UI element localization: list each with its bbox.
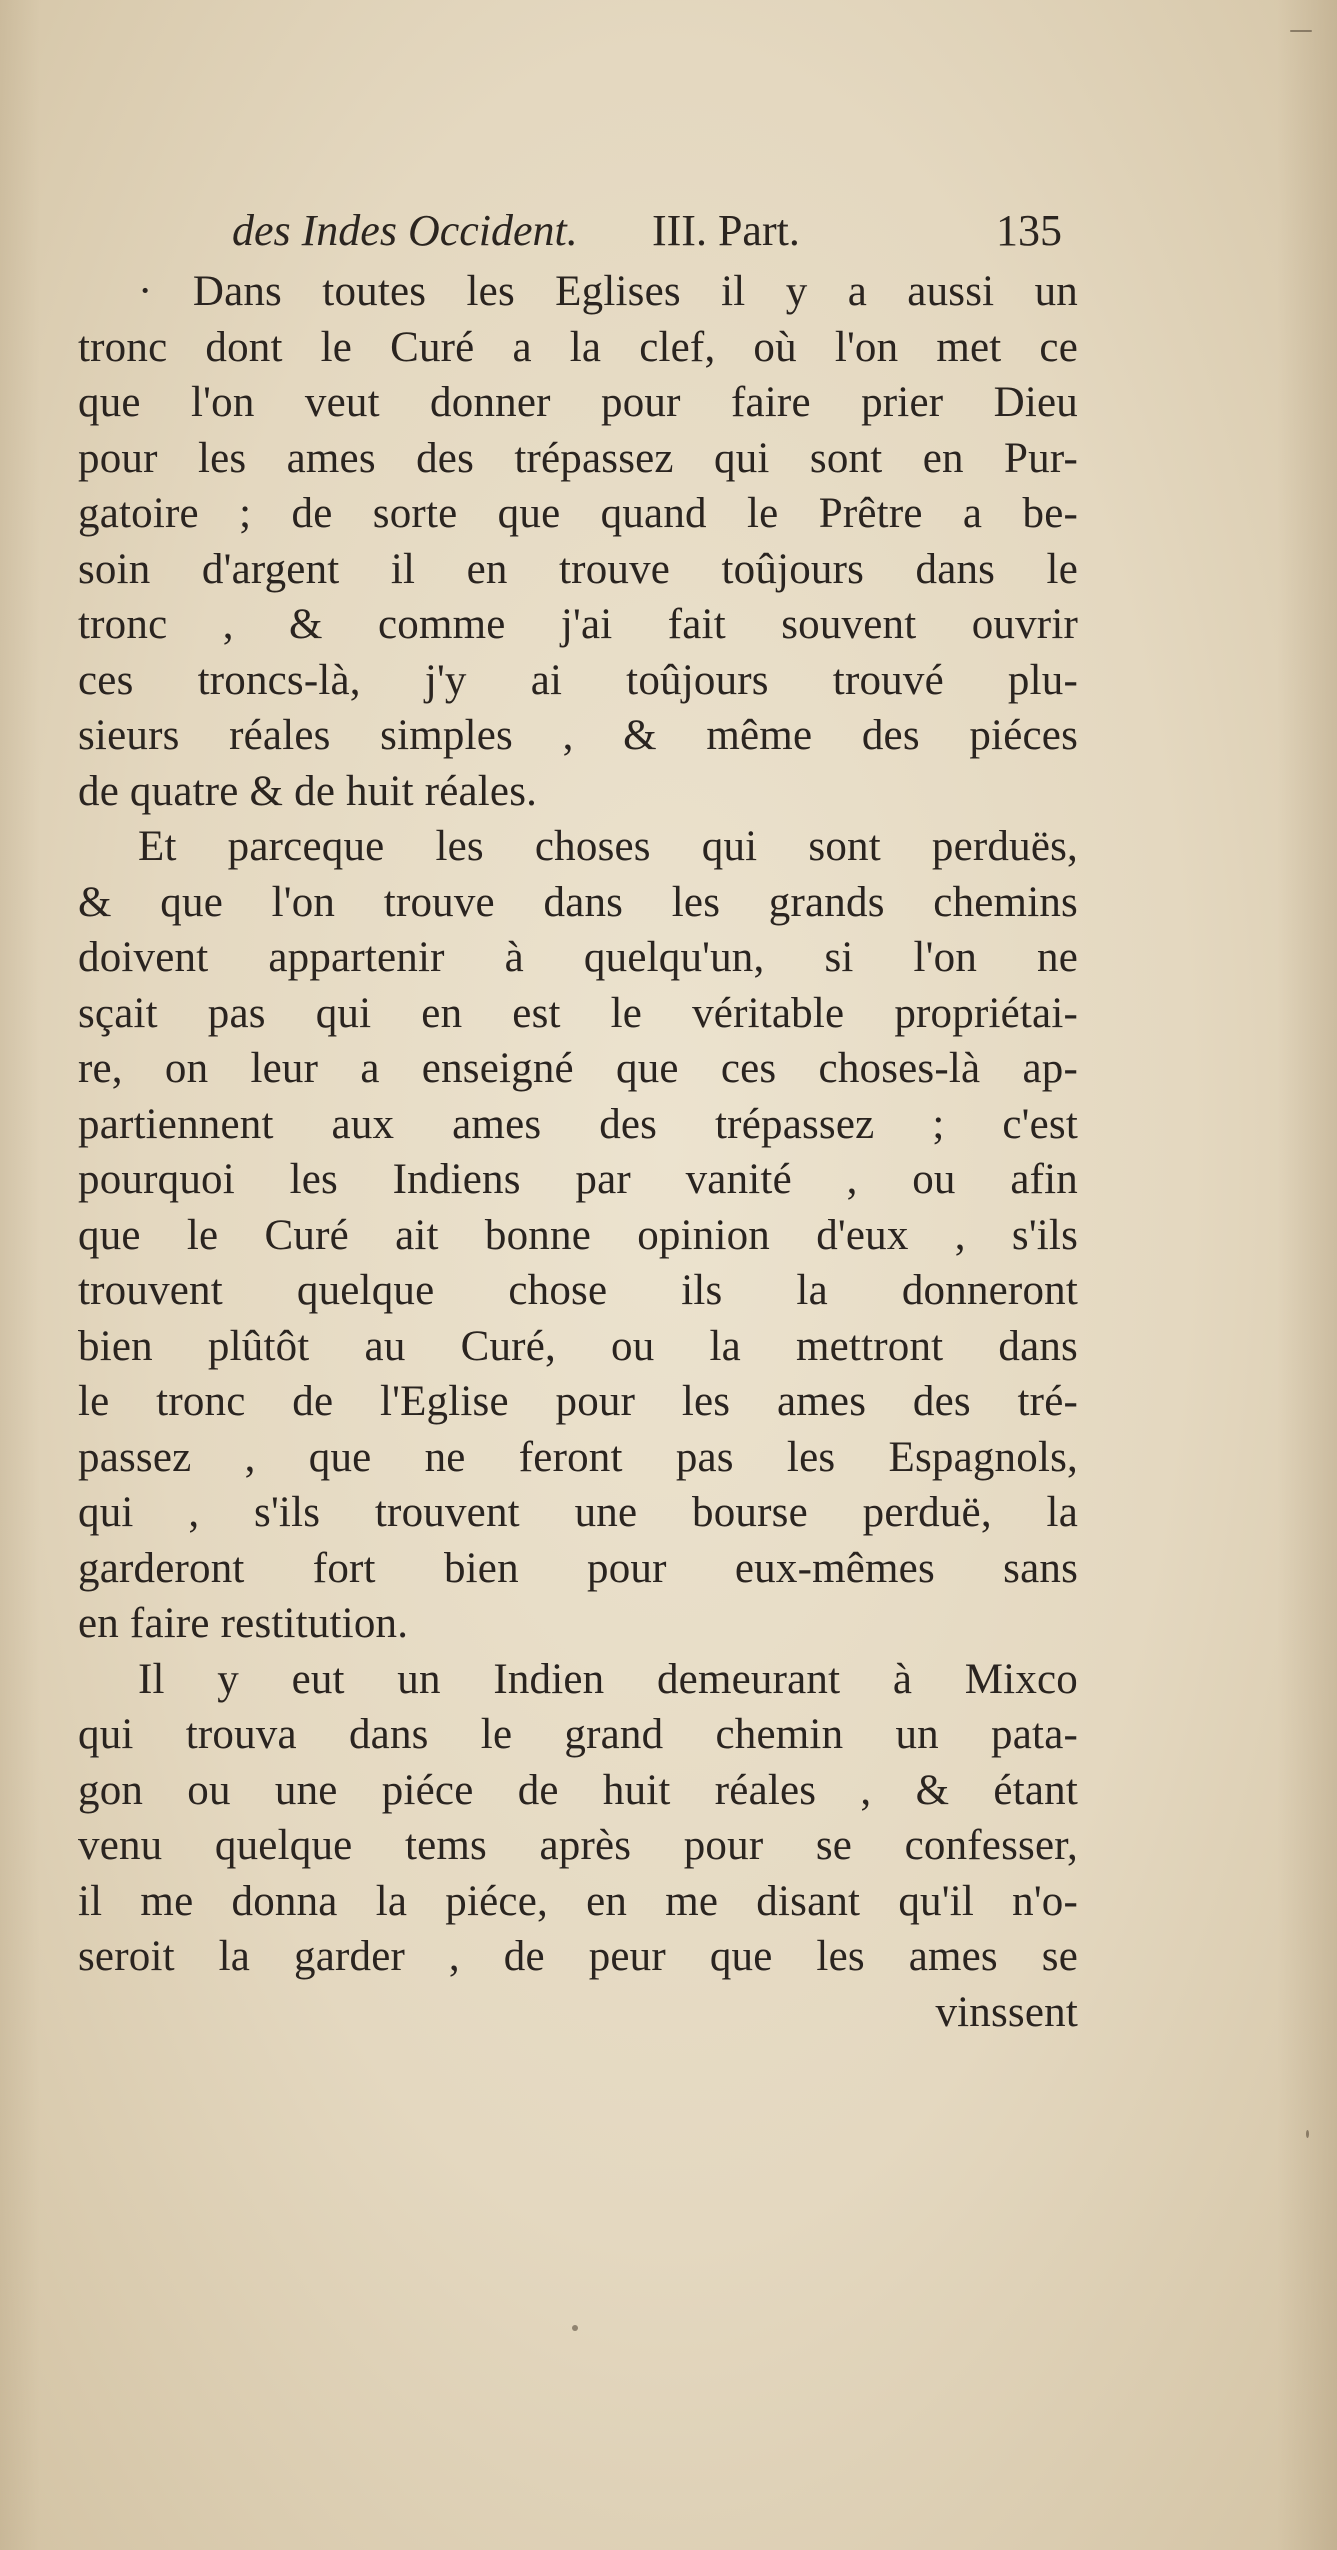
paper-speck	[1290, 30, 1312, 32]
text-line: que le Curé ait bonne opinion d'eux , s'ils	[78, 1211, 1078, 1259]
text-line: Et parceque les choses qui sont perduës,	[138, 823, 1078, 870]
text-line: qui , s'ils trouvent une bourse perduë, la	[78, 1489, 1078, 1536]
text-line: sieurs réales simples , & même des piéces	[78, 712, 1078, 759]
text-line: le tronc de l'Eglise pour les ames des tré-	[78, 1378, 1078, 1425]
text-line: seroit la garder , de peur que les ames se	[78, 1933, 1078, 1980]
text-line: tronc , & comme j'ai fait souvent ouvrir	[78, 601, 1078, 648]
paper-speck	[1306, 2130, 1309, 2138]
body-text	[78, 264, 1078, 2040]
text-line: gatoire ; de sorte que quand le Prêtre a be-	[78, 490, 1078, 537]
running-head-part: III. Part.	[652, 206, 800, 255]
text-line: en faire restitution.	[78, 1600, 409, 1647]
text-line: tronc dont le Curé a la clef, où l'on met ce	[78, 323, 1078, 371]
text-line: sçait pas qui en est le véritable propriétai-	[78, 989, 1078, 1037]
text-line: Il y eut un Indien demeurant à Mixco	[138, 1655, 1078, 1703]
text-line: trouvent quelque chose ils la donneront	[78, 1267, 1078, 1314]
page-number: 135	[996, 206, 1062, 255]
text-line: vinssent	[935, 1988, 1078, 2036]
text-line: qui trouva dans le grand chemin un pata-	[78, 1711, 1078, 1758]
text-line: que l'on veut donner pour faire prier Dieu	[78, 379, 1078, 426]
paper-speck	[572, 2325, 578, 2331]
text-line: il me donna la piéce, en me disant qu'il n'o-	[78, 1877, 1078, 1925]
text-line: gon ou une piéce de huit réales , & étant	[78, 1766, 1078, 1814]
text-line: doivent appartenir à quelqu'un, si l'on ne	[78, 934, 1078, 981]
running-head-title: des Indes Occident.	[232, 206, 578, 255]
text-line: ces troncs-là, j'y ai toûjours trouvé plu-	[78, 656, 1078, 704]
text-line: de quatre & de huit réales.	[78, 767, 538, 815]
page-right-shadow	[1277, 0, 1337, 2550]
text-line: venu quelque tems après pour se confesser,	[78, 1822, 1078, 1869]
text-line: re, on leur a enseigné que ces choses-là ap-	[78, 1045, 1078, 1092]
running-head	[232, 205, 1062, 265]
text-line: pour les ames des trépassez qui sont en Pur-	[78, 434, 1078, 482]
text-line: partiennent aux ames des trépassez ; c'est	[78, 1100, 1078, 1148]
text-line: pourquoi les Indiens par vanité , ou afin	[78, 1156, 1078, 1203]
text-line: soin d'argent il en trouve toûjours dans le	[78, 545, 1078, 593]
text-line: & que l'on trouve dans les grands chemins	[78, 878, 1078, 926]
page-left-shadow	[0, 0, 40, 2550]
text-line: bien plûtôt au Curé, ou la mettront dans	[78, 1322, 1078, 1370]
text-line: · Dans toutes les Eglises il y a aussi un	[138, 268, 1078, 315]
text-line: passez , que ne feront pas les Espagnols,	[78, 1433, 1078, 1481]
text-line: garderont fort bien pour eux-mêmes sans	[78, 1544, 1078, 1592]
